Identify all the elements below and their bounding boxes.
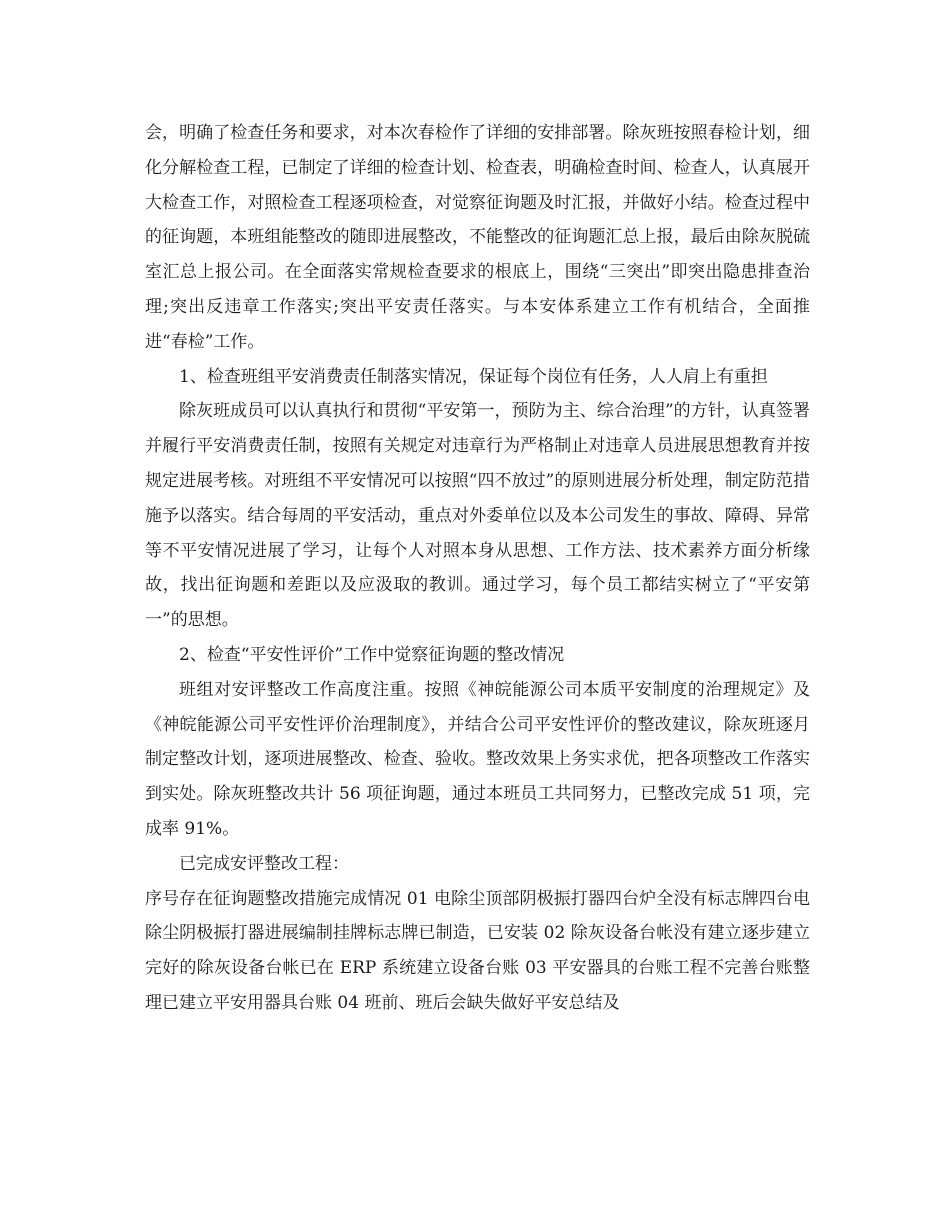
paragraph-item-1-body: 除灰班成员可以认真执行和贯彻“平安第一，预防为主、综合治理”的方针，认真签署并履行平安消费责任制，按照有关规定对违章行为严格制止对违章人员进展思想教育并按规定进展考核。对班组不平安情况可以按照“四不放过”的原则进展分析处理，制定防范措施予以落实。结合每周的平安活动，重点对外委单位以及本公司发生的事故、障碍、异常等不平安情况进展了学习，让每个人对照本身从思想、工作方法、技术素养方面分析缘故，找出征询题和差距以及应汲取的教训。通过学习，每个员工都结实树立了“平安第一”的思想。 (145, 401, 810, 631)
document-page (145, 116, 810, 1021)
heading-completed-items: 已完成安评整改工程： (179, 853, 349, 874)
paragraph-completed-table-text: 序号存在征询题整改措施完成情况 01 电除尘顶部阴极振打器四台炉全没有标志牌四台电除尘阴极振打器进展编制挂牌标志牌已制造，已安装 02 除灰设备台帐没有建立逐步建立完好的除灰设备台帐已在 ERP 系统建立设备台账 03 平安器具的台账工程不完善台账整理已建立平安用器具台账 04 班前、班后会缺失做好平安总结及 (145, 888, 810, 1013)
heading-item-2: 2、检查“平安性评价”工作中觉察征询题的整改情况 (179, 644, 565, 665)
paragraph-intro: 会，明确了检查任务和要求，对本次春检作了详细的安排部署。除灰班按照春检计划，细化分解检查工程，已制定了详细的检查计划、检查表，明确检查时间、检查人，认真展开大检查工作，对照检查工程逐项检查，对觉察征询题及时汇报，并做好小结。检查过程中的征询题，本班组能整改的随即进展整改，不能整改的征询题汇总上报，最后由除灰脱硫室汇总上报公司。在全面落实常规检查要求的根底上，围绕“三突出”即突出隐患排查治理;突出反违章工作落实;突出平安责任落实。与本安体系建立工作有机结合，全面推进“春检”工作。 (145, 123, 810, 352)
heading-item-1: 1、检查班组平安消费责任制落实情况，保证每个岗位有任务，人人肩上有重担 (179, 366, 768, 387)
paragraph-item-2-body: 班组对安评整改工作高度注重。按照《神皖能源公司本质平安制度的治理规定》及《神皖能源公司平安性评价治理制度》，并结合公司平安性评价的整改建议，除灰班逐月制定整改计划，逐项进展整改、检查、验收。整改效果上务实求优，把各项整改工作落实到实处。除灰班整改共计 56 项征询题，通过本班员工共同努力，已整改完成 51 项，完成率 91%。 (145, 679, 810, 839)
